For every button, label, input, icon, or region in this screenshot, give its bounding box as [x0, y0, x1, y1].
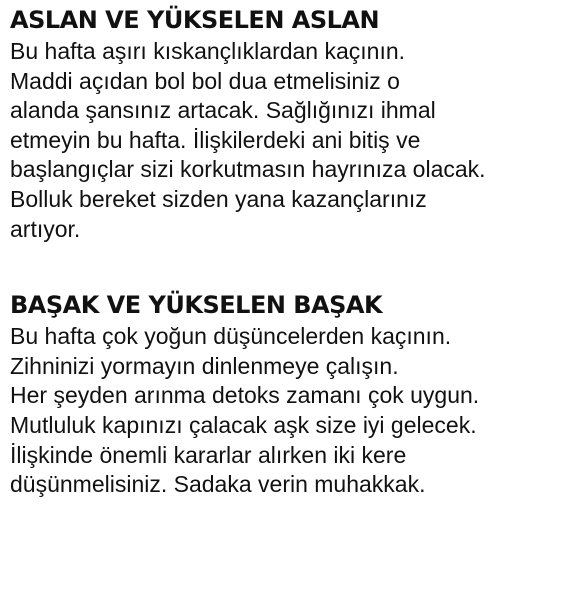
text-line: Bu hafta aşırı kıskançlıklardan kaçının.	[10, 38, 406, 64]
section-body-basak	[10, 322, 560, 500]
text-line: Bu hafta çok yoğun düşüncelerden kaçının.	[10, 323, 452, 350]
section-body-aslan	[10, 37, 560, 244]
section-heading-aslan: ASLAN VE YÜKSELEN ASLAN	[10, 6, 380, 34]
text-line: Her şeyden arınma detoks zamanı çok uygun.	[10, 382, 480, 409]
section-heading-basak: BAŞAK VE YÜKSELEN BAŞAK	[10, 291, 383, 320]
text-line: düşünmelisiniz. Sadaka verin muhakkak.	[10, 471, 426, 498]
text-line: başlangıçlar sizi korkutmasın hayrınıza olacak.	[10, 156, 486, 183]
text-line: Mutluluk kapınızı çalacak aşk size iyi gelecek.	[10, 411, 477, 438]
text-line: İlişkinde önemli kararlar alırken iki kere	[10, 441, 407, 468]
text-line: artıyor.	[10, 215, 81, 242]
text-line: alanda şansınız artacak. Sağlığınızı ihmal	[10, 97, 436, 124]
text-line: Maddi açıdan bol bol dua etmelisiniz o	[10, 67, 400, 94]
horoscope-article	[10, 3, 560, 500]
section-basak	[10, 288, 560, 500]
section-aslan	[10, 3, 560, 244]
text-line: Zihninizi yormayın dinlenmeye çalışın.	[10, 352, 399, 379]
text-line: etmeyin bu hafta. İlişkilerdeki ani bitiş ve	[10, 126, 421, 153]
text-line: Bolluk bereket sizden yana kazançlarınız	[10, 185, 427, 212]
